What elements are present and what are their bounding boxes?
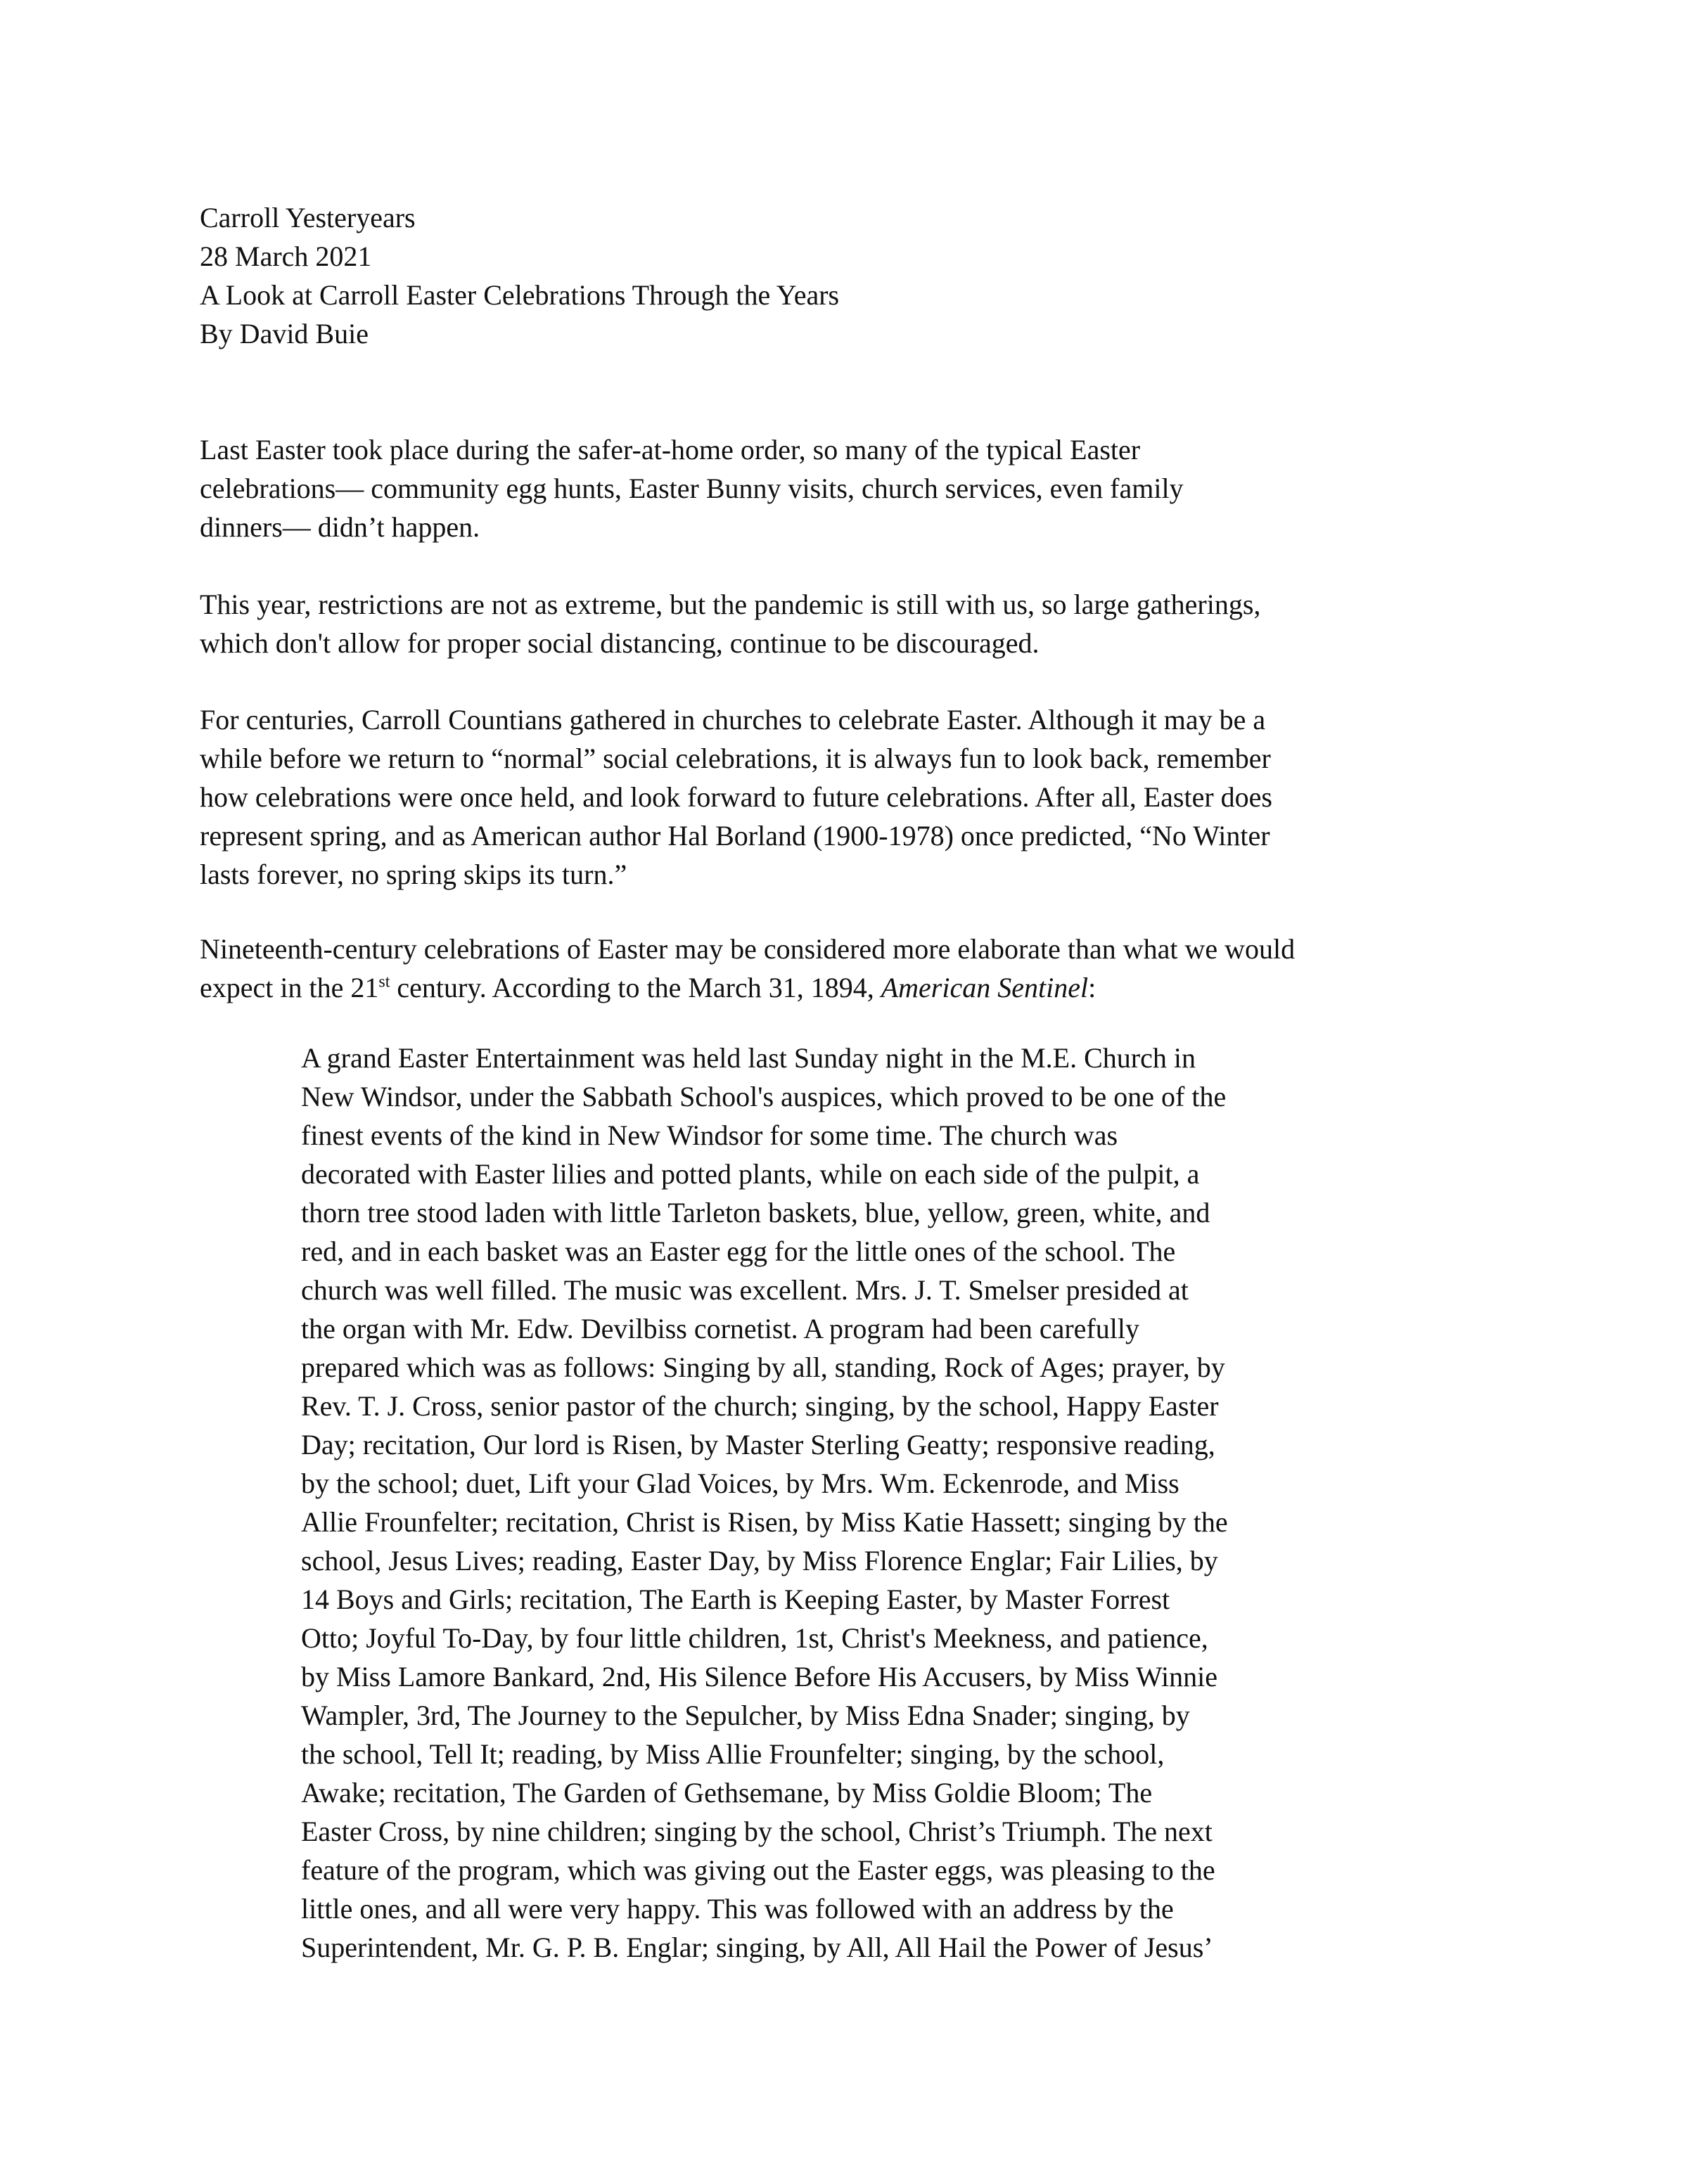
ordinal-suffix: st <box>378 972 390 991</box>
block-quote <box>301 1039 1525 1967</box>
quote-line: feature of the program, which was giving out the Easter eggs, was pleasing to the <box>301 1854 1215 1886</box>
text-line: dinners— didn’t happen. <box>200 511 480 543</box>
text-line: lasts forever, no spring skips its turn.” <box>200 859 627 890</box>
article-header <box>200 198 839 353</box>
text-line: how celebrations were once held, and look forward to future celebrations. After all, Easter does <box>200 781 1272 813</box>
quote-line: Otto; Joyful To-Day, by four little children, 1st, Christ's Meekness, and patience, <box>301 1622 1208 1654</box>
text-segment: expect in the 21 <box>200 972 379 1003</box>
quote-line: 14 Boys and Girls; recitation, The Earth is Keeping Easter, by Master Forrest <box>301 1584 1170 1615</box>
text-line: represent spring, and as American author Hal Borland (1900-1978) once predicted, “No Winter <box>200 820 1270 852</box>
article-date: 28 March 2021 <box>200 240 372 272</box>
quote-line: Allie Frounfelter; recitation, Christ is Risen, by Miss Katie Hassett; singing by the <box>301 1506 1228 1538</box>
quote-line: red, and in each basket was an Easter egg for the little ones of the school. The <box>301 1235 1176 1267</box>
paragraph-1 <box>200 430 1184 546</box>
quote-line: the school, Tell It; reading, by Miss Allie Frounfelter; singing, by the school, <box>301 1738 1165 1770</box>
paragraph-4 <box>200 930 1295 1007</box>
text-line: Nineteenth-century celebrations of Easter may be considered more elaborate than what we would <box>200 933 1296 965</box>
text-line <box>200 968 1295 1007</box>
quote-line: decorated with Easter lilies and potted plants, while on each side of the pulpit, a <box>301 1158 1200 1190</box>
quote-line: by the school; duet, Lift your Glad Voices, by Mrs. Wm. Eckenrode, and Miss <box>301 1467 1179 1499</box>
text-line: Last Easter took place during the safer-at-home order, so many of the typical Easter <box>200 434 1141 465</box>
quote-line: Awake; recitation, The Garden of Gethsemane, by Miss Goldie Bloom; The <box>301 1777 1153 1809</box>
quote-line: Rev. T. J. Cross, senior pastor of the church; singing, by the school, Happy Easter <box>301 1390 1219 1422</box>
quote-line: school, Jesus Lives; reading, Easter Day, by Miss Florence Englar; Fair Lilies, by <box>301 1545 1218 1576</box>
text-line: For centuries, Carroll Countians gathered in churches to celebrate Easter. Although it may be a <box>200 704 1266 736</box>
text-line: which don't allow for proper social distancing, continue to be discouraged. <box>200 627 1040 659</box>
quote-line: Day; recitation, Our lord is Risen, by Master Sterling Geatty; responsive reading, <box>301 1429 1215 1460</box>
quote-line: A grand Easter Entertainment was held last Sunday night in the M.E. Church in <box>301 1042 1196 1074</box>
article-byline: By David Buie <box>200 318 369 349</box>
text-line: celebrations— community egg hunts, Easter Bunny visits, church services, even family <box>200 473 1184 504</box>
quote-line: thorn tree stood laden with little Tarleton baskets, blue, yellow, green, white, and <box>301 1197 1210 1228</box>
quote-line: finest events of the kind in New Windsor for some time. The church was <box>301 1119 1118 1151</box>
quote-line: Easter Cross, by nine children; singing by the school, Christ’s Triumph. The next <box>301 1816 1213 1847</box>
text-segment: century. According to the March 31, 1894, <box>390 972 881 1003</box>
paragraph-2 <box>200 585 1260 662</box>
column-name: Carroll Yesteryears <box>200 202 416 233</box>
quote-line: Wampler, 3rd, The Journey to the Sepulcher, by Miss Edna Snader; singing, by <box>301 1700 1190 1731</box>
quote-line: by Miss Lamore Bankard, 2nd, His Silence Before His Accusers, by Miss Winnie <box>301 1661 1218 1692</box>
quote-line: little ones, and all were very happy. This was followed with an address by the <box>301 1893 1174 1925</box>
quote-line: church was well filled. The music was excellent. Mrs. J. T. Smelser presided at <box>301 1274 1189 1306</box>
quote-line: New Windsor, under the Sabbath School's auspices, which proved to be one of the <box>301 1081 1227 1112</box>
text-line: This year, restrictions are not as extreme, but the pandemic is still with us, so large gatherings, <box>200 589 1261 620</box>
text-segment: : <box>1088 972 1096 1003</box>
quote-line: Superintendent, Mr. G. P. B. Englar; singing, by All, All Hail the Power of Jesus’ <box>301 1932 1213 1963</box>
quote-line: the organ with Mr. Edw. Devilbiss cornetist. A program had been carefully <box>301 1313 1139 1344</box>
article-title: A Look at Carroll Easter Celebrations Through the Years <box>200 279 840 311</box>
quote-line: prepared which was as follows: Singing by all, standing, Rock of Ages; prayer, by <box>301 1351 1225 1383</box>
text-line: while before we return to “normal” social celebrations, it is always fun to look back, remember <box>200 743 1271 774</box>
publication-name: American Sentinel <box>881 972 1089 1003</box>
paragraph-3 <box>200 700 1272 894</box>
